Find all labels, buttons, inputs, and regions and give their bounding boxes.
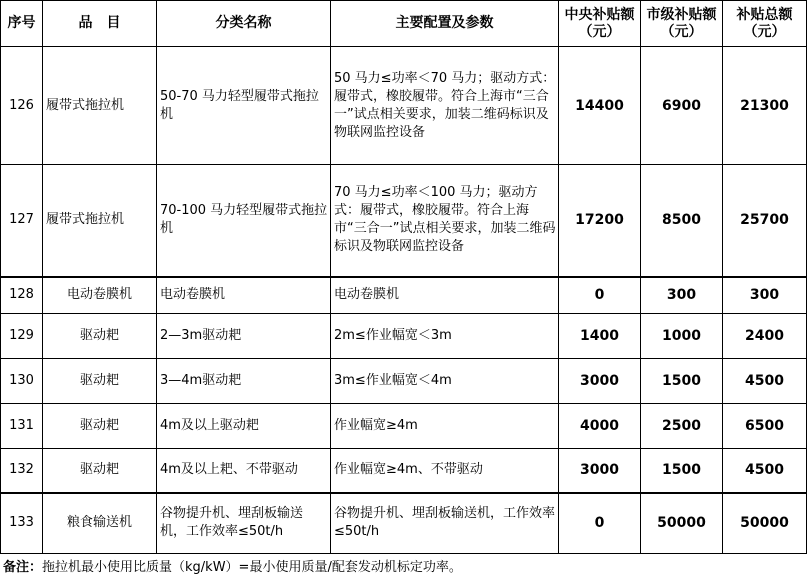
cell-category: 70-100 马力轻型履带式拖拉机	[157, 165, 331, 277]
cell-total-subsidy: 300	[723, 277, 807, 314]
cell-city-subsidy: 8500	[641, 165, 723, 277]
cell-category: 谷物提升机、埋刮板输送机，工作效率≤50t/h	[157, 493, 331, 554]
cell-seq: 130	[1, 359, 43, 404]
header-category: 分类名称	[157, 1, 331, 47]
footnote-label: 备注：	[3, 560, 43, 575]
header-central-subsidy: 中央补贴额（元）	[559, 1, 641, 47]
cell-city-subsidy: 300	[641, 277, 723, 314]
cell-total-subsidy: 25700	[723, 165, 807, 277]
cell-item: 驱动耙	[43, 314, 157, 359]
cell-total-subsidy: 6500	[723, 404, 807, 449]
cell-central-subsidy: 14400	[559, 47, 641, 165]
cell-total-subsidy: 4500	[723, 359, 807, 404]
cell-item: 驱动耙	[43, 404, 157, 449]
cell-config: 70 马力≤功率＜100 马力；驱动方式：履带式，橡胶履带。符合上海市“三合一”试点相关要求，加装二维码标识及物联网监控设备	[331, 165, 559, 277]
table-row	[1, 314, 807, 359]
cell-category: 4m及以上驱动耙	[157, 404, 331, 449]
cell-seq: 126	[1, 47, 43, 165]
cell-config: 电动卷膜机	[331, 277, 559, 314]
cell-total-subsidy: 21300	[723, 47, 807, 165]
footnote-text: 拖拉机最小使用比质量（kg/kW）=最小使用质量/配套发动机标定功率。	[42, 560, 462, 575]
cell-item: 驱动耙	[43, 449, 157, 493]
cell-seq: 133	[1, 493, 43, 554]
cell-city-subsidy: 1000	[641, 314, 723, 359]
cell-config: 作业幅宽≥4m	[331, 404, 559, 449]
header-total-subsidy: 补贴总额（元）	[723, 1, 807, 47]
cell-total-subsidy: 2400	[723, 314, 807, 359]
cell-seq: 127	[1, 165, 43, 277]
cell-city-subsidy: 1500	[641, 359, 723, 404]
cell-seq: 132	[1, 449, 43, 493]
footnote	[3, 559, 462, 577]
header-row	[1, 1, 807, 47]
cell-config: 谷物提升机、埋刮板输送机，工作效率≤50t/h	[331, 493, 559, 554]
table-row	[1, 165, 807, 277]
cell-item: 电动卷膜机	[43, 277, 157, 314]
table-row	[1, 277, 807, 314]
cell-item: 驱动耙	[43, 359, 157, 404]
table-row	[1, 47, 807, 165]
header-item: 品 目	[43, 1, 157, 47]
cell-seq: 131	[1, 404, 43, 449]
cell-category: 50-70 马力轻型履带式拖拉机	[157, 47, 331, 165]
cell-city-subsidy: 50000	[641, 493, 723, 554]
cell-config: 3m≤作业幅宽＜4m	[331, 359, 559, 404]
cell-central-subsidy: 4000	[559, 404, 641, 449]
table-row	[1, 449, 807, 493]
cell-city-subsidy: 1500	[641, 449, 723, 493]
cell-central-subsidy: 3000	[559, 449, 641, 493]
cell-seq: 129	[1, 314, 43, 359]
cell-city-subsidy: 6900	[641, 47, 723, 165]
cell-central-subsidy: 17200	[559, 165, 641, 277]
cell-category: 2—3m驱动耙	[157, 314, 331, 359]
cell-total-subsidy: 4500	[723, 449, 807, 493]
cell-seq: 128	[1, 277, 43, 314]
cell-central-subsidy: 0	[559, 493, 641, 554]
cell-config: 作业幅宽≥4m、不带驱动	[331, 449, 559, 493]
header-seq: 序号	[1, 1, 43, 47]
table-row	[1, 359, 807, 404]
cell-item: 履带式拖拉机	[43, 47, 157, 165]
header-city-subsidy: 市级补贴额（元）	[641, 1, 723, 47]
cell-category: 4m及以上耙、不带驱动	[157, 449, 331, 493]
cell-city-subsidy: 2500	[641, 404, 723, 449]
cell-central-subsidy: 3000	[559, 359, 641, 404]
table-row	[1, 404, 807, 449]
cell-config: 2m≤作业幅宽＜3m	[331, 314, 559, 359]
cell-central-subsidy: 0	[559, 277, 641, 314]
cell-central-subsidy: 1400	[559, 314, 641, 359]
cell-item: 粮食输送机	[43, 493, 157, 554]
table-row	[1, 493, 807, 554]
cell-category: 电动卷膜机	[157, 277, 331, 314]
cell-item: 履带式拖拉机	[43, 165, 157, 277]
cell-config: 50 马力≤功率＜70 马力；驱动方式：履带式，橡胶履带。符合上海市“三合一”试点相关要求，加装二维码标识及物联网监控设备	[331, 47, 559, 165]
header-config: 主要配置及参数	[331, 1, 559, 47]
cell-total-subsidy: 50000	[723, 493, 807, 554]
cell-category: 3—4m驱动耙	[157, 359, 331, 404]
